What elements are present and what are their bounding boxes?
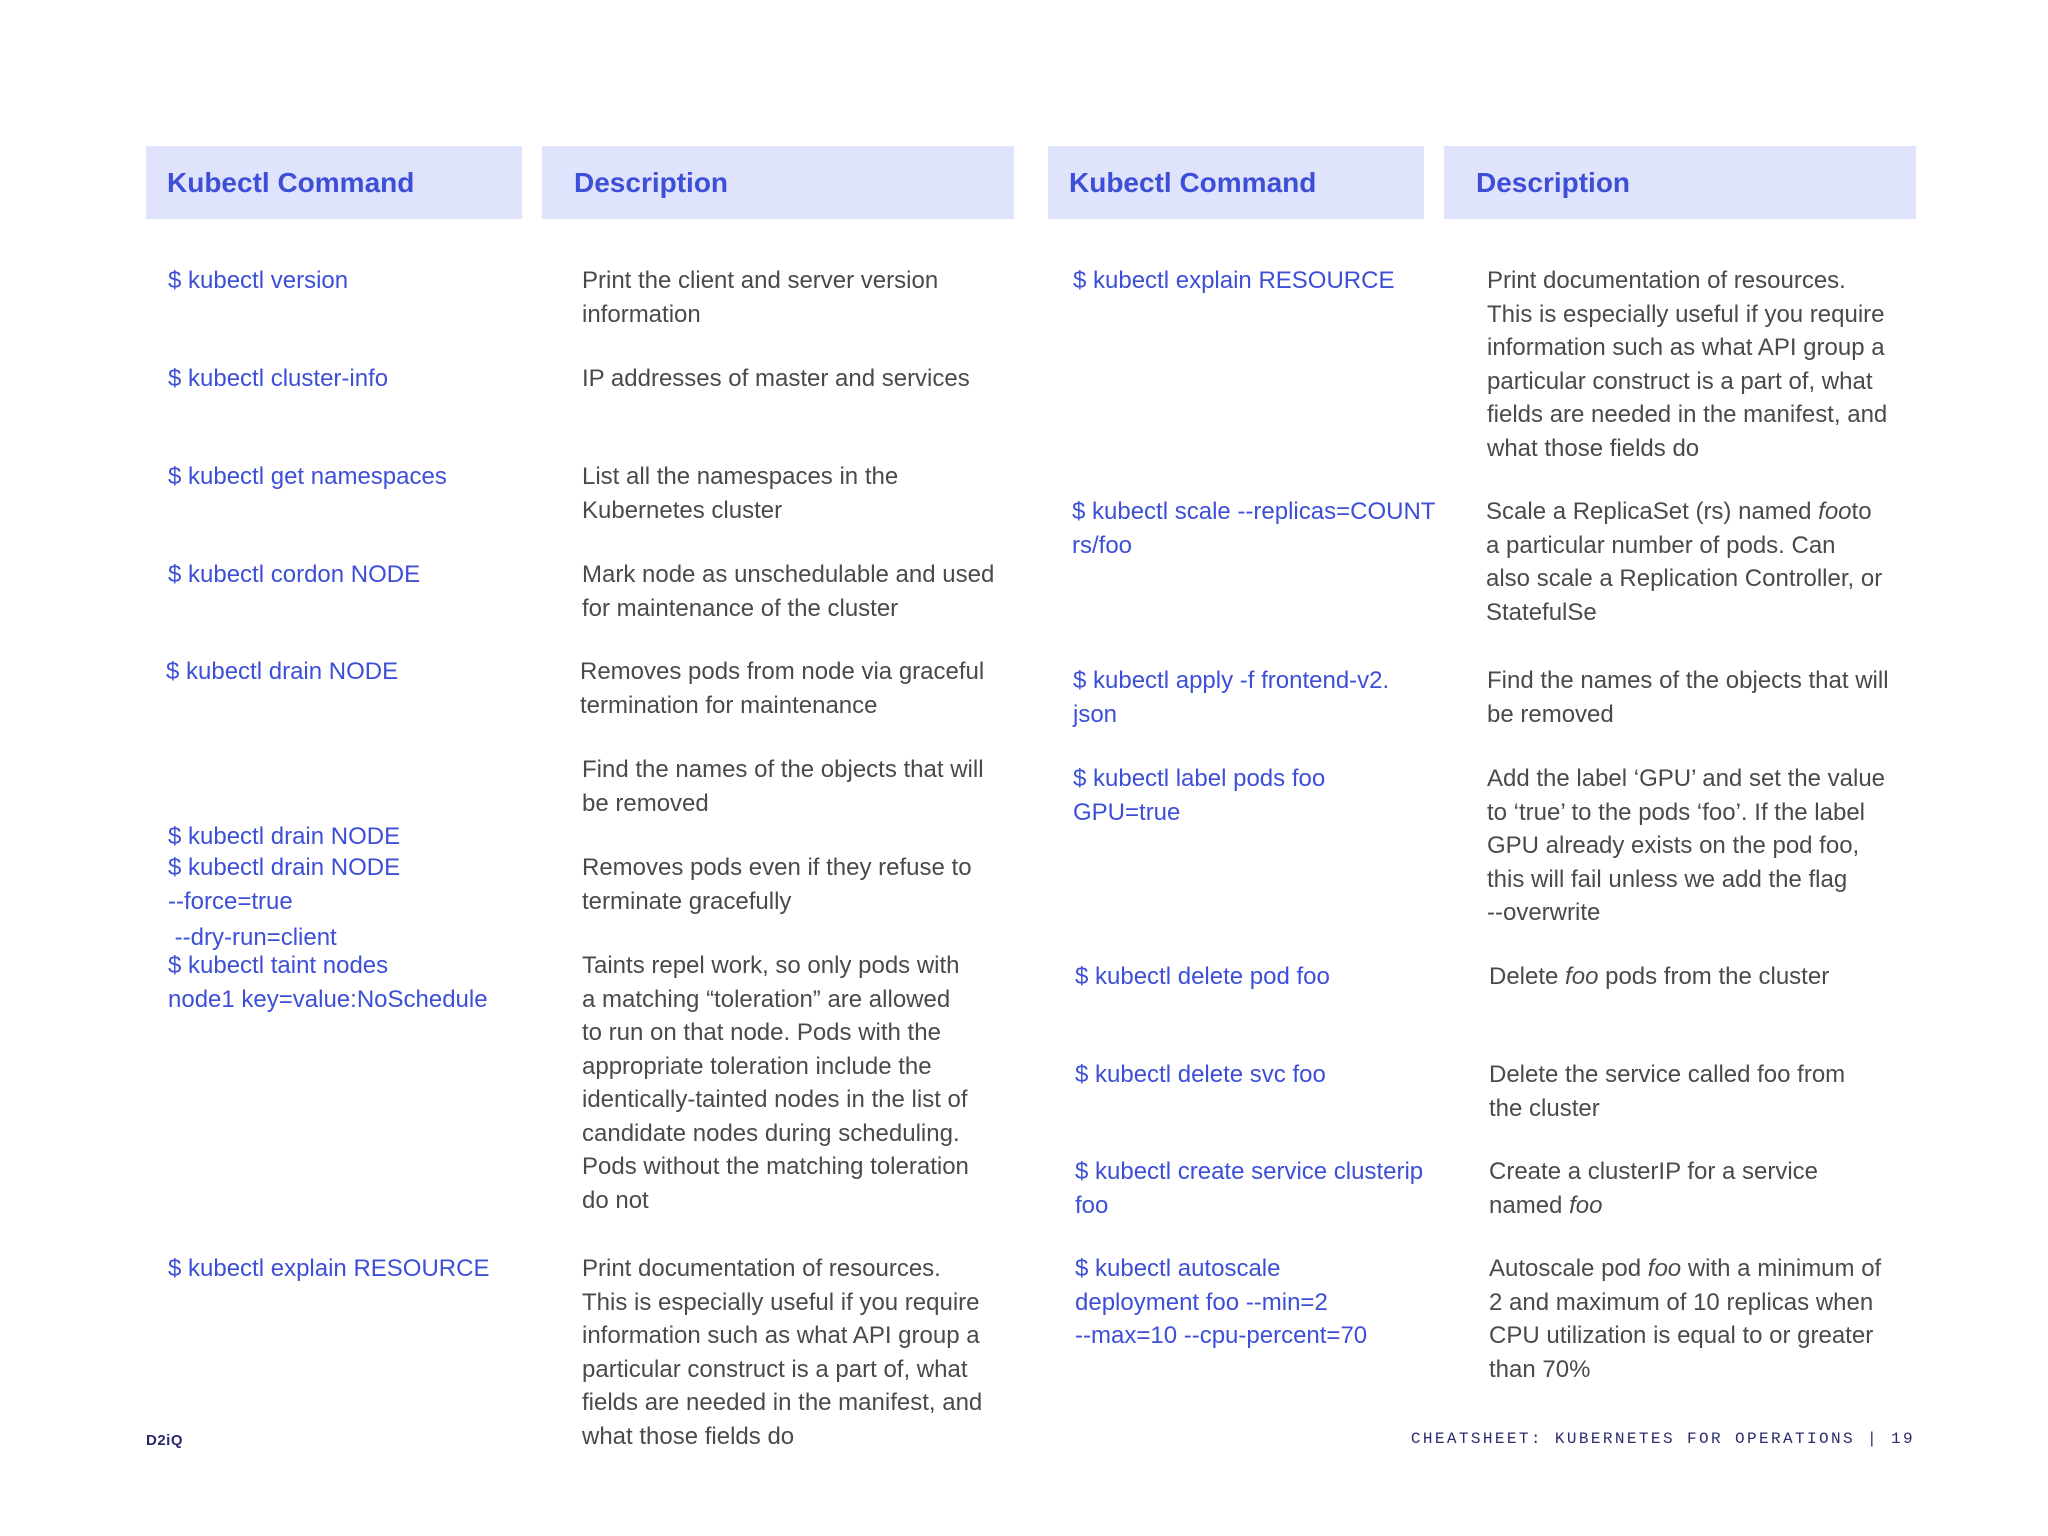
command-cell [168,264,348,298]
command-line: $ kubectl autoscale [1075,1255,1281,1282]
command-line: $ kubectl create service clusterip [1075,1158,1424,1185]
footer-brand: D2iQ [146,1432,184,1449]
command-line: GPU=true [1073,798,1181,826]
description-line: This is especially useful if you require [1487,300,1885,328]
description-line: fields are needed in the manifest, and [582,1389,983,1416]
description-italic: foo [1569,1191,1603,1219]
description-cell [1489,1058,1845,1125]
command-line: $ kubectl delete svc foo [1075,1061,1326,1088]
command-line: $ kubectl label pods foo [1073,765,1326,792]
command-line: rs/foo [1072,531,1133,559]
description-cell [1487,762,1885,930]
description-line: Delete the service called foo from [1489,1061,1846,1088]
description-cell [582,558,994,625]
command-line: $ kubectl get namespaces [168,463,447,490]
command-line: $ kubectl apply -f frontend-v2. [1073,667,1390,694]
command-line: deployment foo --min=2 [1075,1288,1328,1316]
description-line: 2 and maximum of 10 replicas when [1489,1288,1874,1316]
command-cell [166,655,398,689]
description-line: than 70% [1489,1355,1591,1383]
description-line [1486,495,1882,529]
command-line: $ kubectl drain NODE [166,658,399,685]
command-line: $ kubectl taint nodes [168,952,389,979]
description-line: do not [582,1186,649,1214]
description-cell [582,753,984,820]
description-line: also scale a Replication Controller, or [1486,565,1883,592]
command-cell [168,558,420,592]
description-cell [582,362,970,396]
command-cell [168,949,488,1016]
description-line: Print documentation of resources. [582,1255,941,1282]
description-line: StatefulSe [1486,598,1597,626]
command-line: $ kubectl delete pod foo [1075,963,1330,990]
description-line: information [582,300,701,328]
description-text: Autoscale pod [1489,1255,1648,1282]
description-text: with a minimum of [1681,1255,1882,1282]
description-line: fields are needed in the manifest, and [1487,401,1888,428]
description-line [1489,960,1829,994]
description-line: particular construct is a part of, what [582,1355,968,1383]
description-line: Taints repel work, so only pods with [582,952,960,979]
description-line [1489,1252,1881,1286]
description-line: to ‘true’ to the pods ‘foo’. If the label [1487,798,1866,826]
description-cell [1486,495,1882,629]
footer-title [1411,1430,1915,1448]
description-line: Removes pods even if they refuse to [582,854,972,881]
command-line: --max=10 --cpu-percent=70 [1075,1322,1368,1349]
description-line: to run on that node. Pods with the [582,1019,941,1046]
command-line: --dry-run=client [168,923,337,951]
description-line: for maintenance of the cluster [582,594,899,622]
description-italic: foo [1565,963,1599,990]
command-cell [168,362,388,396]
description-line: be removed [1487,700,1614,728]
description-cell [1489,1252,1881,1386]
description-cell [1489,1155,1818,1222]
command-line: $ kubectl cluster-info [168,365,389,392]
description-line: a matching “toleration” are allowed [582,985,951,1013]
description-line: IP addresses of master and services [582,365,970,392]
command-line: $ kubectl drain NODE [168,823,401,850]
command-cell [1073,264,1394,298]
header-kubectl-command-left: Kubectl Command [146,146,522,219]
description-line: a particular number of pods. Can [1486,531,1836,559]
header-description-right: Description [1444,146,1916,219]
command-line: --force=true [168,887,293,915]
description-line: Create a clusterIP for a service [1489,1158,1819,1185]
description-line: terminate gracefully [582,887,792,915]
description-line: the cluster [1489,1094,1600,1122]
command-cell [168,851,400,918]
description-text: pods from the cluster [1598,963,1830,990]
command-cell [1075,1058,1326,1092]
description-line: CPU utilization is equal to or greater [1489,1322,1874,1349]
description-line: List all the namespaces in the [582,463,899,490]
description-line: GPU already exists on the pod foo, [1487,832,1860,859]
description-line: what those fields do [1487,434,1700,462]
description-line: this will fail unless we add the flag [1487,865,1848,893]
description-line: Print documentation of resources. [1487,267,1846,294]
description-line: what those fields do [582,1422,795,1450]
header-kubectl-command-right: Kubectl Command [1048,146,1424,219]
command-cell [1072,495,1435,562]
footer-separator: | [1866,1430,1879,1448]
description-line: Pods without the matching toleration [582,1153,969,1180]
description-line: Kubernetes cluster [582,496,783,524]
description-line: Find the names of the objects that will [582,756,984,783]
description-text: to [1851,498,1872,525]
command-cell [1073,664,1389,731]
description-line: Mark node as unschedulable and used [582,561,995,588]
description-line: Find the names of the objects that will [1487,667,1889,694]
command-line: $ kubectl drain NODE [168,854,401,881]
description-line: --overwrite [1487,899,1601,926]
description-line: be removed [582,789,709,817]
description-line: Print the client and server version [582,267,939,294]
description-italic: foo [1647,1255,1682,1282]
description-text: Scale a ReplicaSet (rs) named [1486,498,1819,525]
description-line: Add the label ‘GPU’ and set the value [1487,765,1886,792]
command-cell [1075,960,1330,994]
description-line: particular construct is a part of, what [1487,367,1873,395]
command-line: $ kubectl version [168,267,349,294]
description-text: Delete [1489,963,1566,990]
command-line: json [1073,700,1118,728]
description-cell [582,1252,982,1453]
command-cell [1073,762,1325,829]
description-cell [1489,960,1829,994]
command-cell [168,1252,489,1286]
command-cell [168,460,447,494]
description-line: Removes pods from node via graceful [580,658,985,685]
description-cell [582,264,938,331]
command-cell [1075,1155,1423,1222]
command-line: $ kubectl scale --replicas=COUNT [1072,498,1436,525]
command-line: $ kubectl cordon NODE [168,561,421,588]
description-line: information such as what API group a [1487,334,1885,361]
description-italic: foo [1818,498,1852,525]
command-line: foo [1075,1191,1109,1219]
command-cell [1075,1252,1367,1353]
command-line: node1 key=value:NoSchedule [168,985,488,1013]
description-cell [1487,664,1889,731]
command-line: $ kubectl explain RESOURCE [168,1255,490,1282]
description-line: This is especially useful if you require [582,1288,980,1316]
description-line: candidate nodes during scheduling. [582,1119,960,1147]
description-text: named [1489,1191,1570,1219]
description-cell [582,851,972,918]
description-cell [580,655,984,722]
description-cell [1487,264,1887,465]
description-line: identically-tainted nodes in the list of [582,1086,968,1113]
command-line: $ kubectl explain RESOURCE [1073,267,1395,294]
header-description-left: Description [542,146,1014,219]
footer-title-text: CHEATSHEET: KUBERNETES FOR OPERATIONS [1410,1430,1855,1448]
description-line: information such as what API group a [582,1322,980,1349]
page-number: 19 [1890,1430,1915,1448]
description-line: appropriate toleration include the [582,1052,932,1080]
description-cell [582,949,969,1217]
description-line [1489,1189,1818,1223]
description-line: termination for maintenance [580,691,878,719]
description-cell [582,460,898,527]
